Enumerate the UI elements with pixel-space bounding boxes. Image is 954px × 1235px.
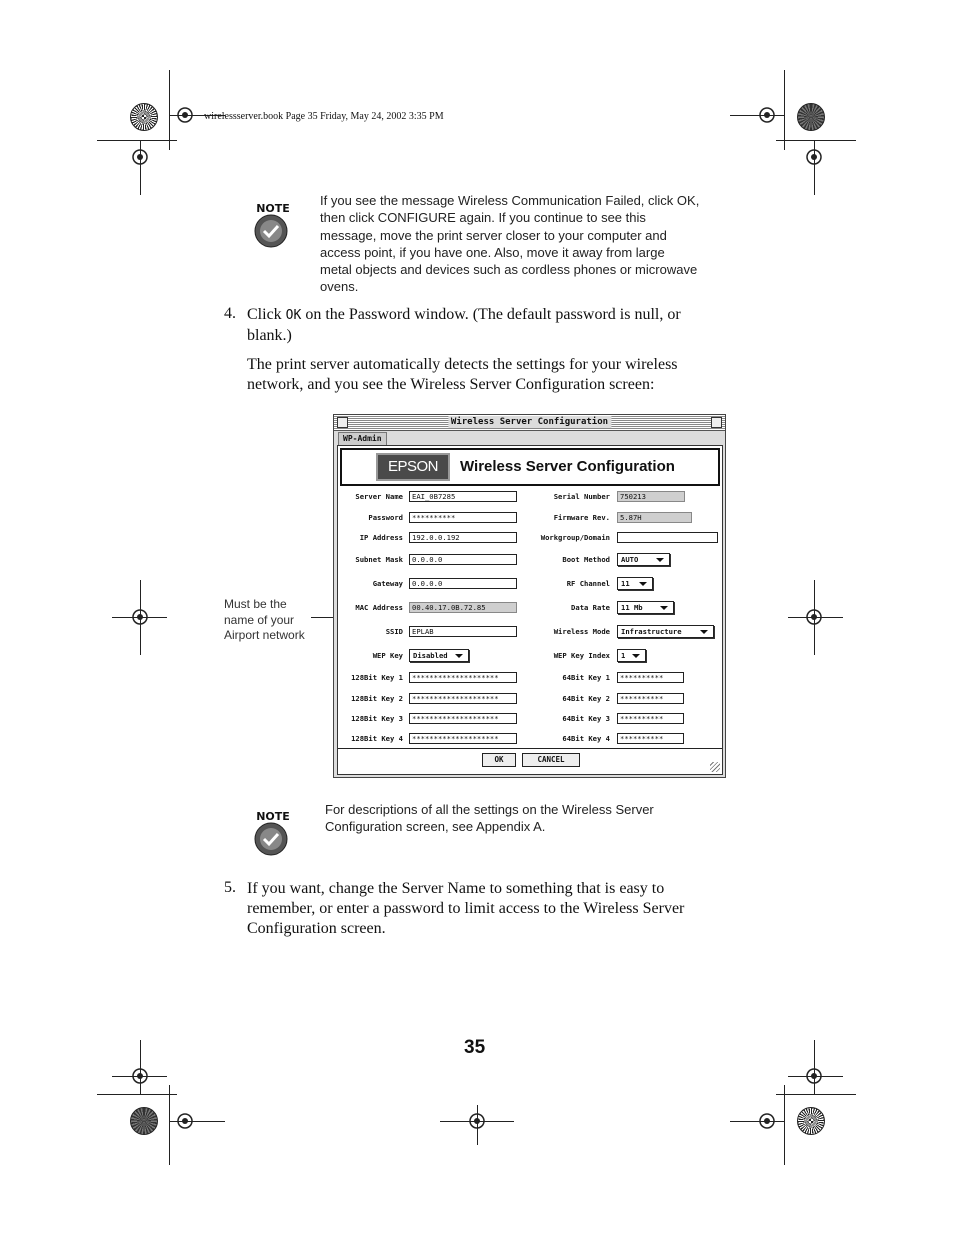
crosshair-icon bbox=[797, 140, 831, 174]
registration-mark-icon bbox=[797, 1107, 825, 1135]
key64-2-input[interactable]: ********** bbox=[617, 693, 684, 704]
button-bar-divider bbox=[338, 748, 722, 749]
workgroup-input[interactable] bbox=[617, 532, 718, 543]
key128-4-input[interactable]: ******************** bbox=[409, 733, 517, 744]
chevron-down-icon bbox=[660, 606, 668, 610]
step-text: Click OK on the Password window. (The default password is null, or blank.) bbox=[247, 306, 681, 344]
ok-button[interactable]: OK bbox=[482, 753, 516, 767]
boot-method-select[interactable]: AUTO bbox=[617, 553, 670, 566]
server-name-input[interactable]: EAI_0B7285 bbox=[409, 491, 517, 502]
config-window bbox=[333, 414, 726, 778]
close-box-icon[interactable] bbox=[337, 417, 348, 428]
chevron-down-icon bbox=[455, 654, 463, 658]
window-titlebar[interactable] bbox=[334, 415, 725, 431]
tab-wp-admin[interactable]: WP-Admin bbox=[338, 432, 387, 446]
key128-2-label: 128Bit Key 2 bbox=[351, 694, 403, 703]
crosshair-icon bbox=[123, 1059, 157, 1093]
wireless-mode-label: Wireless Mode bbox=[553, 627, 610, 636]
data-rate-label: Data Rate bbox=[571, 603, 610, 612]
password-label: Password bbox=[368, 513, 403, 522]
chevron-down-icon bbox=[656, 558, 664, 562]
password-input[interactable]: ********** bbox=[409, 512, 517, 523]
rf-channel-label: RF Channel bbox=[566, 579, 610, 588]
resize-grip-icon[interactable] bbox=[710, 762, 720, 772]
banner-title: Wireless Server Configuration bbox=[460, 458, 675, 475]
firmware-rev-label: Firmware Rev. bbox=[553, 513, 610, 522]
workgroup-label: Workgroup/Domain bbox=[540, 533, 610, 542]
crosshair-icon bbox=[750, 98, 784, 132]
crosshair-icon bbox=[797, 600, 831, 634]
data-rate-select[interactable]: 11 Mb bbox=[617, 601, 674, 614]
key64-4-input[interactable]: ********** bbox=[617, 733, 684, 744]
key128-1-input[interactable]: ******************** bbox=[409, 672, 517, 683]
crosshair-icon bbox=[168, 1104, 202, 1138]
key64-3-label: 64Bit Key 3 bbox=[562, 714, 610, 723]
key128-3-label: 128Bit Key 3 bbox=[351, 714, 403, 723]
chevron-down-icon bbox=[700, 630, 708, 634]
key128-4-label: 128Bit Key 4 bbox=[351, 734, 403, 743]
crosshair-icon bbox=[123, 600, 157, 634]
key64-4-label: 64Bit Key 4 bbox=[562, 734, 610, 743]
step-text: If you want, change the Server Name to something that is easy to remember, or enter a password to limit access to the Wireless Server Configuration screen. bbox=[247, 880, 685, 937]
server-name-label: Server Name bbox=[355, 492, 403, 501]
serial-number-field: 750213 bbox=[617, 491, 685, 502]
wep-key-select[interactable]: Disabled bbox=[409, 649, 469, 662]
print-header: wirelessserver.book Page 35 Friday, May 24, 2002 3:35 PM bbox=[204, 111, 444, 122]
ssid-input[interactable]: EPLAB bbox=[409, 626, 517, 637]
registration-mark-icon bbox=[797, 103, 825, 131]
note-text: If you see the message Wireless Communication Failed, click OK, then click CONFIGURE again. If you continue to see this message, move the print server closer to your computer and access point, if you have one. Also, move it away from large metal objects and devices such as cordless phones or microwave ovens. bbox=[320, 193, 700, 295]
crosshair-icon bbox=[123, 140, 157, 174]
crosshair-icon bbox=[797, 1059, 831, 1093]
registration-mark-icon bbox=[130, 1107, 158, 1135]
wep-key-index-label: WEP Key Index bbox=[553, 651, 610, 660]
subnet-mask-label: Subnet Mask bbox=[355, 555, 403, 564]
step-number: 5. bbox=[224, 879, 236, 896]
svg-text:NOTE: NOTE bbox=[256, 202, 290, 215]
step-number: 4. bbox=[224, 305, 236, 322]
wep-key-label: WEP Key bbox=[372, 651, 403, 660]
firmware-rev-field: 5.87H bbox=[617, 512, 692, 523]
key64-1-input[interactable]: ********** bbox=[617, 672, 684, 683]
subnet-mask-input[interactable]: 0.0.0.0 bbox=[409, 554, 517, 565]
key64-1-label: 64Bit Key 1 bbox=[562, 673, 610, 682]
config-panel bbox=[337, 445, 723, 775]
chevron-down-icon bbox=[632, 654, 640, 658]
ip-address-label: IP Address bbox=[359, 533, 403, 542]
gateway-label: Gateway bbox=[372, 579, 403, 588]
registration-mark-icon bbox=[130, 103, 158, 131]
paragraph: The print server automatically detects the settings for your wireless network, and you see the Wireless Server Configuration screen: bbox=[247, 356, 678, 393]
crosshair-icon bbox=[460, 1104, 494, 1138]
zoom-box-icon[interactable] bbox=[711, 417, 722, 428]
chevron-down-icon bbox=[639, 582, 647, 586]
window-title: Wireless Server Configuration bbox=[448, 416, 611, 428]
boot-method-label: Boot Method bbox=[562, 555, 610, 564]
key64-2-label: 64Bit Key 2 bbox=[562, 694, 610, 703]
wep-key-index-select[interactable]: 1 bbox=[617, 649, 646, 662]
note-text: For descriptions of all the settings on the Wireless Server Configuration screen, see Appendix A. bbox=[325, 802, 654, 835]
gateway-input[interactable]: 0.0.0.0 bbox=[409, 578, 517, 589]
ssid-label: SSID bbox=[385, 627, 403, 636]
ssid-callout: Must be the name of your Airport network bbox=[224, 597, 305, 642]
key64-3-input[interactable]: ********** bbox=[617, 713, 684, 724]
ip-address-input[interactable]: 192.0.0.192 bbox=[409, 532, 517, 543]
svg-text:NOTE: NOTE bbox=[256, 810, 290, 823]
mac-address-field: 00.40.17.0B.72.85 bbox=[409, 602, 517, 613]
epson-logo: EPSON bbox=[376, 453, 450, 481]
banner bbox=[340, 448, 720, 486]
page-number: 35 bbox=[464, 1037, 486, 1058]
key128-3-input[interactable]: ******************** bbox=[409, 713, 517, 724]
key128-1-label: 128Bit Key 1 bbox=[351, 673, 403, 682]
crosshair-icon bbox=[750, 1104, 784, 1138]
cancel-button[interactable]: CANCEL bbox=[522, 753, 580, 767]
wireless-mode-select[interactable]: Infrastructure bbox=[617, 625, 714, 638]
key128-2-input[interactable]: ******************** bbox=[409, 693, 517, 704]
rf-channel-select[interactable]: 11 bbox=[617, 577, 653, 590]
mac-address-label: MAC Address bbox=[355, 603, 403, 612]
serial-number-label: Serial Number bbox=[553, 492, 610, 501]
note-checkmark-icon bbox=[250, 808, 296, 858]
note-checkmark-icon bbox=[250, 200, 296, 250]
crosshair-icon bbox=[168, 98, 202, 132]
